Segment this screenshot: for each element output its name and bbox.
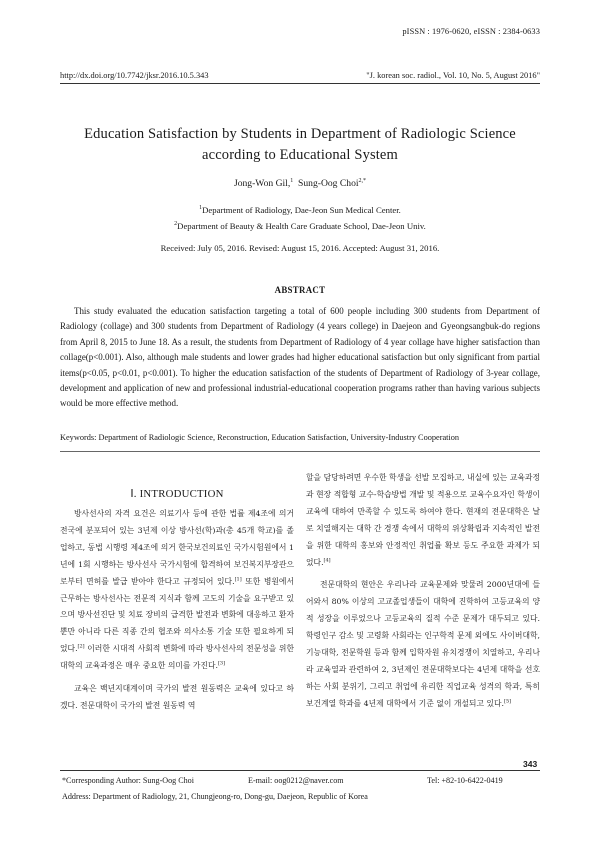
intro-paragraph-1 [60, 506, 294, 675]
reference-3[interactable]: [3] [217, 660, 226, 667]
affiliation-2-text: Department of Beauty & Health Care Graduate School, Dae-Jeon Univ. [177, 221, 426, 231]
reference-2[interactable]: [2] [77, 643, 85, 650]
author-phone: Tel: +82-10-6422-0419 [427, 776, 503, 785]
author-1: Jong-Won Gil, [233, 178, 291, 189]
author-2: Sung-Oog Choi [298, 178, 359, 189]
right-column [306, 470, 540, 713]
intro-paragraph-2: 교육은 백년지대계이며 국가의 발전 원동력은 교육에 있다고 하겠다. 전문대학이 국가의 발전 원동력 역 [60, 684, 294, 710]
author-email[interactable]: E-mail: oog0212@naver.com [248, 776, 344, 785]
author-address: Address: Department of Radiology, 21, Chungjeong-ro, Dong-gu, Daejeon, Republic of Korea [62, 792, 368, 801]
footer-rule [60, 770, 540, 771]
intro-p1-text: 방사선사의 자격 요건은 의료기사 등에 관한 법률 제4조에 의거 전국에 분포되어 있는 3년제 이상 방사선(학)과(총 45개 학교)를 졸업하고, 동법 시행령 제4조에 의거 한국보건의료인 국가시험원에서 1년에 1회 시행하는 방사선사 국가시험에 합격하여 보건복지부장관으로부터 면허를 발급 받아야 한다고 규정되어 있다. [60, 509, 294, 586]
author-2-affiliation-mark: 2,* [358, 177, 367, 184]
keywords-rule [60, 451, 540, 452]
reference-4[interactable]: [4] [323, 556, 331, 563]
affiliation-2-mark: 2 [174, 221, 178, 228]
doi-link[interactable]: http://dx.doi.org/10.7742/jksr.2016.10.5.343 [60, 71, 209, 80]
author-list [60, 178, 540, 189]
intro-p1-text-c: 이러한 시대적 사회적 변화에 따라 방사선사의 전문성을 위한 대학의 교육과정은 매우 중요한 의미를 가진다. [60, 644, 294, 671]
left-column [60, 506, 294, 715]
reference-5[interactable]: [5] [504, 698, 512, 705]
paper-title [40, 124, 560, 166]
header-rule [60, 83, 540, 84]
section-heading-introduction: Ⅰ. INTRODUCTION [130, 488, 224, 500]
affiliation-1-mark: 1 [199, 205, 203, 212]
affiliation-1-text: Department of Radiology, Dae-Jeon Sun Medical Center. [202, 205, 401, 215]
intro-paragraph-3 [306, 577, 540, 712]
corresponding-author: *Corresponding Author: Sung-Oog Choi [62, 776, 194, 785]
issn-line: pISSN : 1976-0620, eISSN : 2384-0633 [402, 27, 540, 36]
intro-p2-cont-text: 할을 담당하려면 우수한 학생을 선발 모집하고, 내실에 있는 교육과정과 현장 적합형 교수-학습방법 개발 및 적용으로 교육수요자인 학생이 교육에 대하여 만족할 수 있도록 하여야 한다. 현재의 전문대학은 날로 치열해지는 대학 간 경쟁 속에서 대학의 위상확립과 지속적인 발전을 위한 대학의 홍보와 안정적인 취업률 확보 등도 주요한 과제가 되었다. [306, 473, 540, 567]
journal-citation: "J. korean soc. radiol., Vol. 10, No. 5, August 2016" [366, 71, 540, 80]
title-line-2: according to Educational System [202, 147, 398, 163]
author-1-affiliation-mark: 1 [290, 177, 294, 184]
intro-p1-text-b: 또한 병원에서 근무하는 방사선사는 전문적 지식과 함께 고도의 기술을 요구받고 있으며 방사선진단 및 치료 장비의 급격한 발전과 변화에 대응하고 환자뿐만 아니라 다른 직종 간의 협조와 의사소통 기술 또한 필요하게 되었다. [60, 576, 294, 654]
abstract-text: This study evaluated the education satisfaction targeting a total of 600 people including 300 students from Department of Radiology (collage) and 300 students from Department of Radiology (4 years college) in Daejeon and Gyeongsangbuk-do regions from April 8, 2015 to June 18. As a result, the students from Department of Radiology of 4 year collage have higher satisfaction than collage(p<0.001). Also, although male students and lower grades had higher educational satisfaction but only significant from partial items(p<0.05, p<0.01, p<0.001). To higher the education satisfaction of the students of Department of Radiology of 3-year collage, development and application of new and professional industrial-educational cooperation programs rather than having various subjects would be more effective method. [60, 306, 540, 409]
affiliation-2 [60, 221, 540, 231]
title-line-1: Education Satisfaction by Students in Department of Radiologic Science [84, 126, 516, 142]
page-number: 343 [523, 759, 538, 769]
keywords: Keywords: Department of Radiologic Science, Reconstruction, Education Satisfaction, University-Industry Cooperation [60, 433, 460, 442]
abstract-heading: ABSTRACT [274, 285, 326, 295]
intro-p3-text: 전문대학의 현안은 우리나라 교육문제와 맞물려 2000년대에 들어와서 80% 이상의 고교졸업생들이 대학에 진학하여 고등교육의 양적 성장을 이루었으나 고등교육의 질적 수준 문제가 대두되고 있다. 학령인구 감소 및 고령화 사회라는 인구학적 문제 외에도 사이버대학, 기능대학, 전문학원 등과 함께 입학자원 유치경쟁이 치열하고, 우리나라 교육열과 관련하여 2, 3년제인 전문대학보다는 4년제 대학을 선호하는 사회 분위기, 그리고 취업에 유리한 직업교육 성격의 학과, 특히 보건계열 학과를 4년제 대학에서 기준 없이 개설되고 있다. [306, 580, 540, 708]
received-dates: Received: July 05, 2016. Revised: August 15, 2016. Accepted: August 31, 2016. [160, 243, 440, 253]
reference-1[interactable]: [1] [234, 576, 242, 583]
affiliation-1 [60, 205, 540, 215]
intro-paragraph-2-continued [306, 470, 540, 571]
